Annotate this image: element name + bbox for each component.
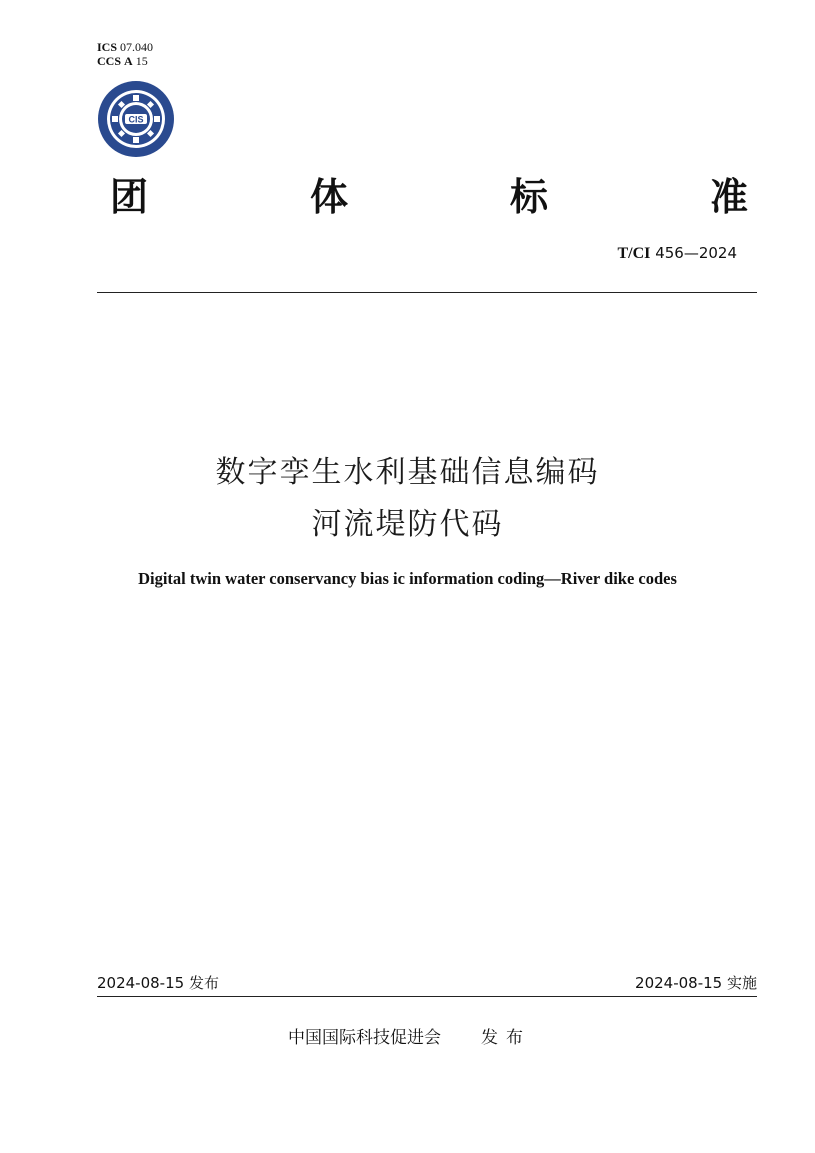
logo-text: CIS	[128, 114, 144, 125]
standard-prefix: T/CI	[617, 245, 651, 262]
footer-divider	[97, 996, 757, 997]
classification-codes	[97, 40, 153, 68]
doc-type-char-1: 团	[110, 175, 149, 219]
doc-type-char-2: 体	[309, 175, 348, 219]
title-cn-line1: 数字孪生水利基础信息编码	[215, 455, 600, 490]
standard-number	[618, 244, 738, 263]
doc-type-char-4: 准	[709, 175, 748, 219]
issuer-name: 中国国际科技促进会	[288, 1028, 441, 1048]
doc-type-char-3: 标	[509, 175, 548, 219]
issue-action: 发布	[481, 1028, 531, 1048]
ccs-letter: A	[124, 54, 133, 68]
implement-date: 2024-08-15 实施	[635, 974, 757, 992]
document-type	[110, 166, 748, 221]
ccs-code	[97, 54, 153, 68]
ics-code	[97, 40, 153, 54]
title-cn-line2: 河流堤防代码	[311, 507, 504, 542]
issuer-line	[288, 1023, 531, 1048]
ics-value: 07.040	[120, 40, 154, 54]
standard-code: 456—2024	[655, 244, 737, 262]
title-en: Digital twin water conservancy bias ic information coding—River dike codes	[138, 569, 677, 588]
header-divider	[97, 292, 757, 293]
organization-logo	[97, 80, 175, 158]
ccs-value: 15	[135, 54, 148, 68]
ccs-label: CCS	[97, 54, 122, 68]
publish-date: 2024-08-15 发布	[97, 974, 219, 992]
ics-label: ICS	[97, 40, 118, 54]
